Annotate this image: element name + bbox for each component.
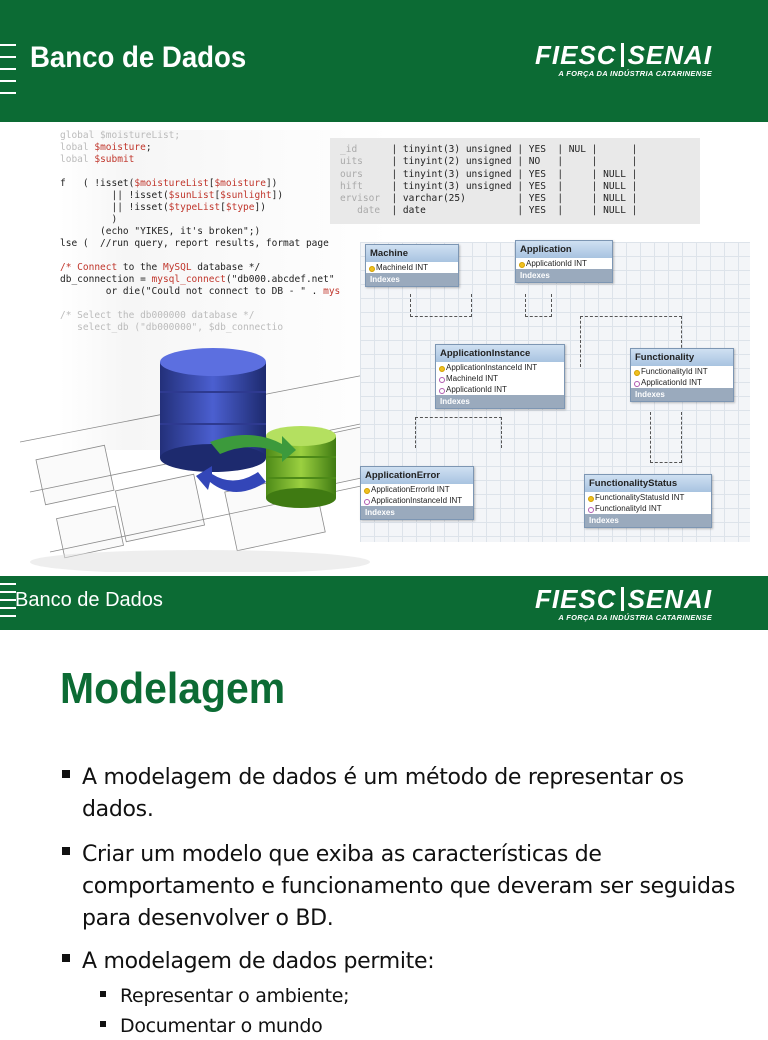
database-collage-image: [0, 122, 768, 576]
php-code-snippet: global $moistureList; lobal $moisture; lobal $submit f ( !isset($moistureList[$moisture]) || !isset($sunList[$sunlight]) || !isset($typeList[$type]) ) (echo "YIKES, it's broken";) lse ( //run query, report results, format page /* Connect to the MySQL database */ db_connection = mysql_connect("db000.abcdef.net" or die("Could not connect to DB - " . mys /* Select the db000000 database */ select_db ("db000000", $db_connectio: [60, 130, 390, 450]
sub-bullet-item: Representar o ambiente;: [100, 982, 700, 1010]
erd-table-application-instance: ApplicationInstance ApplicationInstanceId INT MachineId INT ApplicationId INT Indexes: [435, 344, 565, 409]
erd-table-functionality-status: FunctionalityStatus FunctionalityStatusId INT FunctionalityId INT Indexes: [584, 474, 712, 528]
slide2-header-title: Banco de Dados: [15, 589, 163, 611]
erd-table-application: Application ApplicationId INT Indexes: [515, 240, 613, 283]
erd-table-functionality: Functionality FunctionalityId INT ApplicationId INT Indexes: [630, 348, 734, 402]
slide1-fiesc-senai-logo: FIESC SENAI A FORÇA DA INDÚSTRIA CATARINENSE: [535, 40, 713, 78]
erd-table-machine: Machine MachineId INT Indexes: [365, 244, 459, 287]
sub-bullet-item: Documentar o mundo: [100, 1012, 700, 1040]
erd-table-application-error: ApplicationError ApplicationErrorId INT ApplicationInstanceId INT Indexes: [360, 466, 474, 520]
database-cylinders-illustration: [20, 332, 380, 572]
sql-table-snippet: _id | tinyint(3) unsigned | YES | NUL | | uits | tinyint(2) unsigned | NO | | | ours | tinyint(3) unsigned | YES | | NULL | hift | tinyint(3) unsigned | YES | | NULL | ervisor | varchar(25) | YES | | NULL | date | date | YES | | NULL |: [330, 138, 700, 224]
bullet-item: A modelagem de dados permite:: [62, 946, 702, 978]
er-diagram: [360, 242, 750, 542]
bullet-marker: [62, 954, 70, 962]
bullet-item: A modelagem de dados é um método de representar os dados.: [62, 762, 702, 826]
bullet-item: Criar um modelo que exiba as características de comportamento e funcionamento que deveram ser seguidas para desenvolver o BD.: [62, 839, 742, 935]
bullet-marker: [62, 770, 70, 778]
bullet-marker: [100, 991, 106, 997]
slide2-decorative-ticks: [0, 583, 16, 627]
bullet-marker: [62, 847, 70, 855]
bullet-marker: [100, 1021, 106, 1027]
slide1-title: Banco de Dados: [30, 41, 247, 74]
slide2-fiesc-senai-logo: FIESC SENAI A FORÇA DA INDÚSTRIA CATARINENSE: [535, 584, 713, 622]
slide1-decorative-ticks: [0, 44, 16, 104]
slide-heading: Modelagem: [60, 664, 286, 713]
